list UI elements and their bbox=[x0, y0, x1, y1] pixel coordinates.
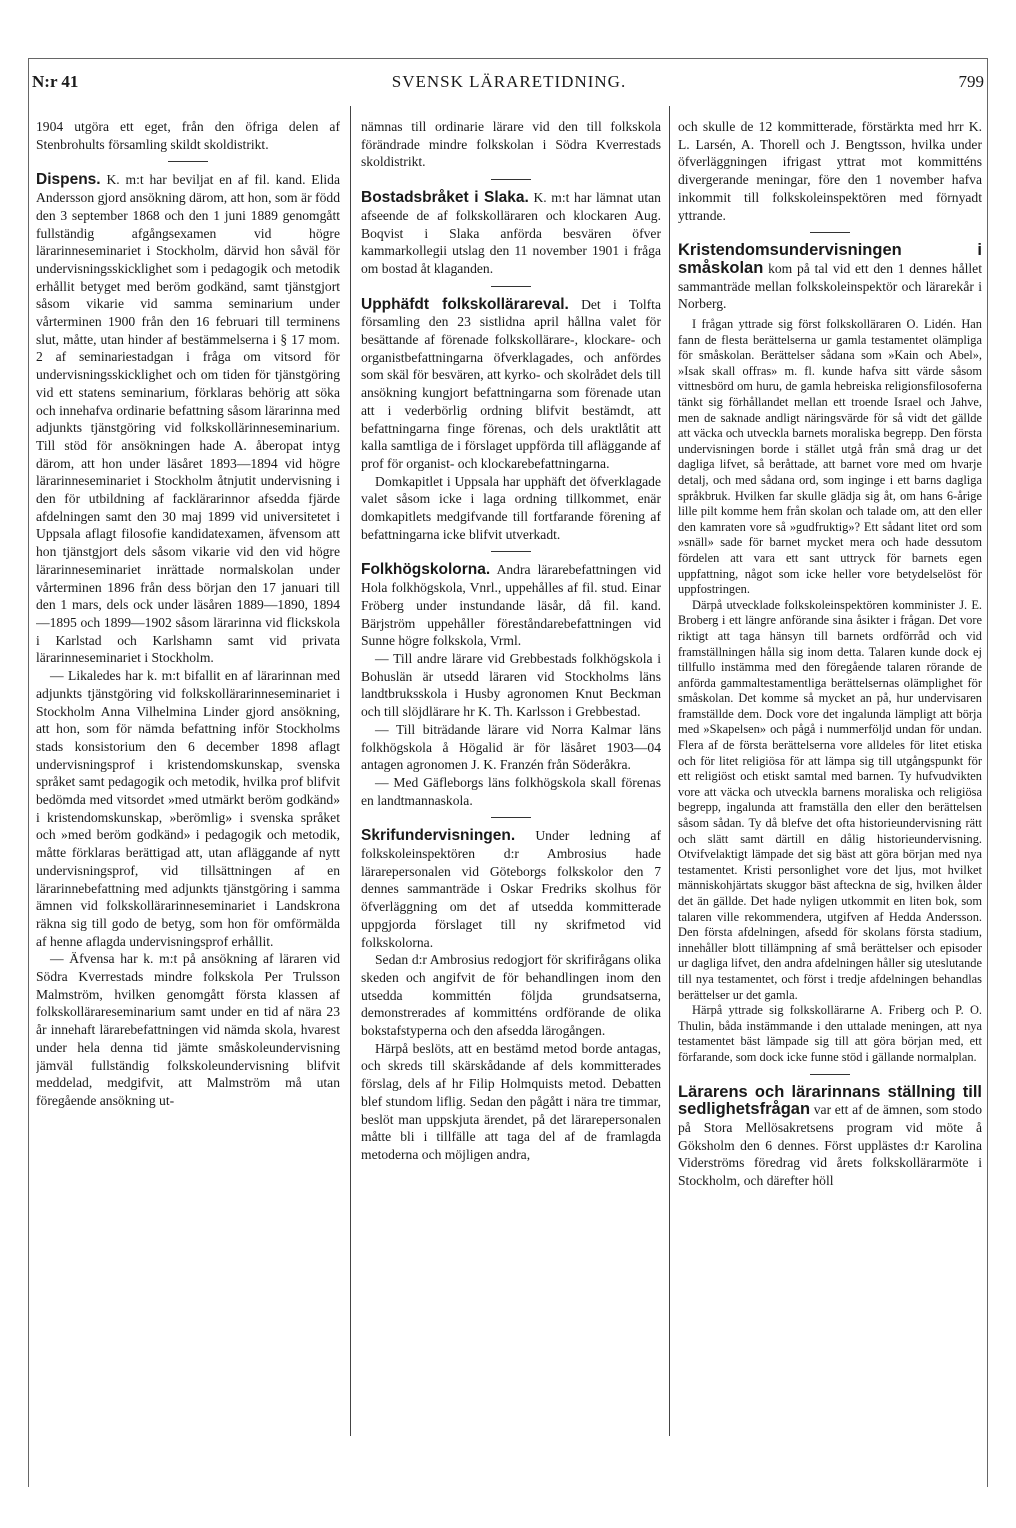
lararen-text: var ett af de ämnen, som stodo på Stora Mellösakretsens program vid möte å Göksholm den 6 dennes. Först upplästes d:r Karolina Viderströms föredrag vid årets folkskollärarmöte i Stockholm, och därefter höll bbox=[678, 1102, 982, 1189]
kristendom-lead: kom på tal vid ett den 1 dennes hållet sammanträde mellan folkskoleinspektör och lärarekår i Norberg. bbox=[678, 260, 982, 312]
heading-dispens: Dispens. bbox=[36, 171, 101, 189]
dispens-text-1: K. m:t har beviljat en af fil. kand. Elida Andersson gjord ansökning därom, att hon, som är född den 3 september 1868 och den 1 juni 1889 genomgått fullständig afgångsexamen vid högre lärarinneseminariet i Stockholm, därvid hon såväl för undervisningsskicklighet som i pedagogik och metodik erhållit betyget med beröm godkänd, samt tjänstgjort såsom vikarie vid samma seminarium under vårterminen 1900 från den 16 februari till terminens slut, måtte, utan hinder af bestämmelserna i § 17 mom. 2 af seminariestadgan i fråga om vitsord för undervisningsskicklighet och om tiden för tjänstgöring vid ett statens seminarium, förklaras behörig att söka och innehafva ordinarie befattning såsom lärarinna med adjunkts tjänstgöring vid folkskollärinneseminarium. Till stöd för ansökningen hade A. åberopat intyg därom, att hon under läsåret 1893—1894 vid högre lärarinneseminariet i Stockholm åtnjutit undervisning i den för utbildning af facklärarinnor afsedda fjärde afdelningen samt den 30 maj 1899 vid universitetet i Uppsala aflagt filosofie kandidatexamen, äfvensom att hon tjänstgjort dels såsom vikarie vid den vid högre lärarinneseminariet inrättade normalskolan under vårterminen 1896 från dess början den 17 januari till den 1 mars, dels ock under läsåren 1889—1890, 1894—1895 och 1899—1902 såsom lärarinna vid flickskola i Karlstad och Karlshamn samt vid privata lärarinneseminariet i Stockholm. bbox=[36, 172, 340, 666]
column-2 bbox=[361, 118, 661, 1470]
continued-text: nämnas till ordinarie lärare vid den till folkskola förändrade mindre folkskolan i Södra Kverrestads skoldistrikt. bbox=[361, 119, 661, 170]
intro-paragraph: 1904 utgöra ett eget, från den öfriga delen af Stenbrohults församling skildt skoldistrikt. bbox=[36, 119, 340, 152]
heading-lararen: Lärarens och lärarinnans ställning till sedlighetsfrågan bbox=[678, 1082, 982, 1119]
journal-title: SVENSK LÄRARETIDNING. bbox=[391, 72, 627, 91]
article-skrif bbox=[361, 827, 661, 951]
continued-text: och skulle de 12 kommitterade, förstärkta med hrr K. L. Larsén, A. Thorell och J. Bengtsson, hvilka under öfverläggningen ifrigast yttrat mot kommitténs divergerande meningar, före den 1 november hafva inkommit till folkskoleinspektören med förnyadt yttrande. bbox=[678, 119, 982, 223]
kristendom-text-3: Härpå yttrade sig folkskollärarne A. Friberg och P. O. Thulin, båda instämmande i den uttalade meningen, att nya testamentet bäst lämpade sig till att göra början med, ett förfarande, som dock icke funne stöd i gällande normalplan. bbox=[678, 1003, 982, 1064]
heading-kristendom: Kristendomsundervisningen i småskolan bbox=[678, 241, 982, 277]
page-header bbox=[32, 72, 986, 102]
article-lararen bbox=[678, 1084, 982, 1190]
folk-text-4: — Med Gäfleborgs läns folkhögskola skall förenas en landtmannaskola. bbox=[361, 774, 661, 808]
separator bbox=[810, 1074, 850, 1075]
skrif-text-3: Härpå beslöts, att en bestämd metod borde antagas, och skreds till skärskådande af dels kommitterades förslag, dels af hr Filip Holmquists metod. Debatten blef stundom liflig. Sedan den pågått i nära tre timmar, beslöt man uppskjuta ärendet, på det lärarepersonalen måtte bli i tillfälle att taga del af de framlagda metoderna och möjligen andra, bbox=[361, 1040, 661, 1162]
column-1 bbox=[36, 118, 340, 1470]
upphaft-text-2: Domkapitlet i Uppsala har upphäft det öfverklagade valet såsom icke i laga ordning tillkommet, enär domkapitlets medgifvande till fortfarande förening af befattningarna icke blifvit utverkadt. bbox=[361, 473, 661, 542]
page-number: 799 bbox=[958, 72, 984, 91]
separator bbox=[810, 232, 850, 233]
heading-folkhogskolorna: Folkhögskolorna. bbox=[361, 561, 491, 579]
separator bbox=[491, 286, 531, 287]
folk-text-1: Andra lärarebefattningen vid Hola folkhögskola, Vnrl., uppehålles af fil. stud. Einar Fröberg under instundande läsår, då fil. kand. Bärjström uppehåller föreståndarebefattningen vid Sunne högre folkskola, Vrml. bbox=[361, 562, 661, 649]
separator bbox=[491, 179, 531, 180]
article-upphaft bbox=[361, 296, 661, 473]
separator bbox=[168, 161, 208, 162]
upphaft-text-1: Det i Tolfta församling den 23 sistlidna april hållna valet för besättande af förenade folkskollärare-, klockare- och organistbefattningarna öfverklagades, och anfördes som skäl för besvären, att kyrko- och skolrådet dels till ansökning kungjort befattningarna som förenade utan att i vederbörlig ordning blifvit bestämdt, att befattningarna finge förenas, och dels uraktlåtit att kalla samtliga de i förslaget uppförda till afläggande af prof för organist- och klockarebefattningarna. bbox=[361, 296, 661, 471]
heading-bostad: Bostadsbråket i Slaka. bbox=[361, 189, 529, 207]
folk-text-3: — Till biträdande lärare vid Norra Kalmar läns folkhögskola å Högalid är för läsåret 1903—04 antagen agronomen J. K. Franzén från Söderåkra. bbox=[361, 721, 661, 773]
dispens-text-2: — Likaledes har k. m:t bifallit en af lärarinnan med adjunkts tjänstgöring vid folkskollärarinneseminariet i Stockholm Anna Vilhelmina Linder gjord ansökning, att hon, som för nämda befattning inför Stockholms stads konsistorium den 6 december 1898 aflagt undervisningsprof i kristendomskunskap, svenska språket samt pedagogik och metodik, hvilka prof blifvit bedömda med vitsordet »med utmärkt beröm godkänd» i kristendomskunskap, »berömlig» i svenska språket och »med beröm godkänd» i pedagogik och metodik, måtte förklaras berättigad att, utan afläggande af nytt undervisningsprof, vid tillsättningen af en lärarinnebefattning med adjunkts tjänstgöring i samma ämnen vid folkskollärarinneseminariet i Landskrona räkna sig till godo de betyg, som hon för omförmälda af henne aflagda undervisningsprof erhållit. bbox=[36, 668, 340, 949]
kristendom-text-2: Därpå utvecklade folkskoleinspektören komminister J. E. Broberg i ett längre anförande sina åsikter i frågan. Det vore riktigt att taga hänsyn till barnets ordförråd och vid framställningen hålla sig inom detta. Talaren kunde dock ej tillfullo instämma med den föregående talaren rörande de anförda gammaltestamentliga berättelsernas olämplighet för småskolan. Det komme så mycket an på, hur undervisaren framställde dem. Dock vore det ingalunda lämpligt att börja med »Skapelsen» och pågå i nummerföljd undan för undan. Flera af de första berättelserna vore alldeles för litet etiska och för litet religiösa för att lämpa sig till utgångspunkt för ett religiöst och etiskt samtal med barnen. Ty hufvudvikten vore att väcka och utveckla barnens moraliska och religiösa begrepp, ingalunda att framställa den eller den berättelsen såsom sådan. Ty då blefve det ofta historieundervisning rätt och slätt samt därtill en dålig historieundervisning. Otvifvelaktigt lämpade det sig bäst att göra början med nya testamentet. Kristi personlighet vore det ljus, mot hvilket människohjärtats skuggor bäst afteckna de sig, hvilken ålder det än gällde. Det hade nyligen utkommit en liten bok, som talaren ville rekommendera, utgifven af Hedda Andersson. Den första afdelningen, afsedd för skolans första stadium, innehåller blott tillämpning af små berättelser och episoder ur dagliga lifvet, den andra afdelningen håller sig uteslutande till nya testamentet, och först i tredje afdelningen behandlas berättelser ur det gamla. bbox=[678, 597, 982, 1002]
article-bostad bbox=[361, 189, 661, 278]
article-folkhogskolorna bbox=[361, 561, 661, 650]
article-kristendom bbox=[678, 242, 982, 313]
bostad-text: K. m:t har lämnat utan afseende de af folkskolläraren och klockaren Aug. Boqvist i Slaka anförda besvären öfver kammarkollegii utslag den 11 november 1901 i fråga om bostad åt klaganden. bbox=[361, 190, 661, 276]
separator bbox=[491, 551, 531, 552]
issue-number: N:r 41 bbox=[32, 72, 79, 91]
kristendom-text-1: I frågan yttrade sig först folkskolläraren O. Lidén. Han fann de flesta berättelserna ur gamla testamentet olämpliga för småskolan. Berättelser sådana som »Kain och Abel», »Isak skall offras» m. fl. kunde hafva sitt värde såsom vittnesbörd om huru, de gamla hebreiska religionsfilosoferna tänkt sig förhållandet mellan ett troende Israel och Jahve, men de saknade andligt näringsvärde för så vidt det gällde att väcka och utveckla barnets moraliska begrepp. Den första undervisningen borde i stället utgå från små drag ur det dagliga lifvet, så beråttade, att barnet vore med om hvarje detalj, och med sådana ord, som inginge i ett barns dagliga språkbruk. Hvilken far skulle glädja sig åt, om hans 6-årige lille pilt komme hem från skolan och talade om, att den eller den kamraten vore så »gudfruktig»? Ett sådant litet ord som »snäll» sade för barnet mycket mera och hade dessutom fördelen att vara ett sant uttryck för barnets egen uppfattning, något som icke heller vore betydelselöst för uppfostringen. bbox=[678, 317, 982, 597]
column-divider-2 bbox=[669, 106, 670, 1436]
heading-upphaft: Upphäfdt folkskollärareval. bbox=[361, 295, 569, 313]
folk-text-2: — Till andre lärare vid Grebbestads folkhögskola i Bohuslän är utsedd läraren vid Stockholms läns landtbruksskola i Husby agronomen Knut Beckman och till slöjdlärare hr K. Th. Karlsson i Grebbestad. bbox=[361, 650, 661, 720]
heading-skrif: Skrifundervisningen. bbox=[361, 827, 516, 845]
skrif-text-1: Under ledning af folkskoleinspektören d:r Ambrosius hade lärarepersonalen vid Göteborgs folkskolor den 7 dennes sammanträde i Oskar Fredriks skolhus för öfverläggning om det af utsedda kommitterade uppgjorda förslaget till ny skrifmetod vid folkskolorna. bbox=[361, 828, 661, 950]
article-dispens bbox=[36, 171, 340, 667]
column-divider-1 bbox=[350, 106, 351, 1436]
dispens-text-3: — Äfvensa har k. m:t på ansökning af läraren vid Södra Kverrestads mindre folkskola Per Trulsson Malmström, hvilken genomgått första klassen af folkskollärareseminarium samt under en tid af nära 23 år innehaft lärarebefattningen vid nämda skola, hvarest under hela denna tid jämte småskoleundervisning jämväl fullständig folkskoleundervisning blifvit meddelad, medgifvit, att Malmström må utan föregående ansökning ut- bbox=[36, 951, 340, 1108]
separator bbox=[491, 817, 531, 818]
skrif-text-2: Sedan d:r Ambrosius redogjort för skrifirågans olika skeden och angifvit de för behandlingen inom den utsedda kommittén följda grundsatserna, demonstrerades af kommitténs ordförande de olika bokstafstyperna och den afsedda lärogången. bbox=[361, 952, 661, 1039]
column-3 bbox=[678, 118, 982, 1470]
